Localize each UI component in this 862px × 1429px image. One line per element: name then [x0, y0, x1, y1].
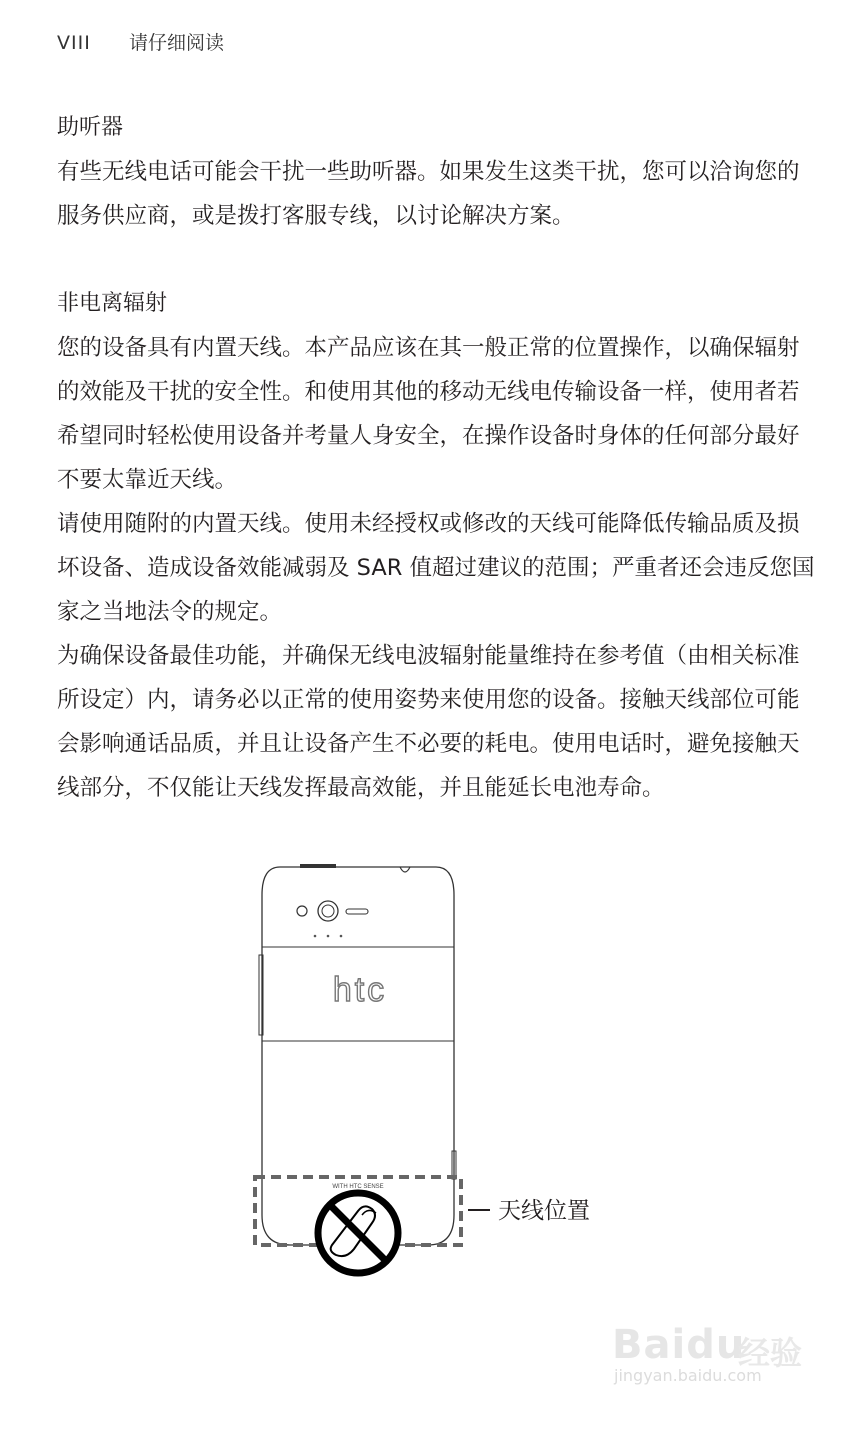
- paragraph: 您的设备具有内置天线。本产品应该在其一般正常的位置操作，以确保辐射的效能及干扰的安全性。和使用其他的移动无线电传输设备一样，使用者若希望同时轻松使用设备并考量人身安全，在操作设备时身体的任何部分最好不要太靠近天线。: [57, 335, 800, 493]
- chapter-title: 请仔细阅读: [129, 32, 225, 54]
- page-number: VIII: [57, 32, 91, 54]
- paragraph: 为确保设备最佳功能，并确保无线电波辐射能量维持在参考值（由相关标准所设定）内，请务必以正常的使用姿势来使用您的设备。接触天线部位可能会影响通话品质，并且让设备产生不必要的耗电。使用电话时，避免接触天线部分，不仅能让天线发挥最高效能，并且能延长电池寿命。: [57, 643, 800, 801]
- htc-logo: htc: [332, 971, 388, 1009]
- watermark-product: 经验: [738, 1334, 803, 1372]
- baidu-jingyan-watermark: [600, 1300, 815, 1385]
- page-header: [57, 28, 224, 55]
- section-heading-radiation: 非电离辐射: [57, 291, 168, 316]
- document-body: [57, 106, 817, 810]
- sense-text: WITH HTC SENSE: [332, 1184, 384, 1190]
- watermark-url: jingyan.baidu.com: [614, 1366, 762, 1385]
- watermark-brand: Baidu: [612, 1322, 746, 1368]
- antenna-position-label: 天线位置: [498, 1198, 590, 1224]
- paragraph: 有些无线电话可能会干扰一些助听器。如果发生这类干扰，您可以洽询您的服务供应商，或是拨打客服专线，以讨论解决方案。: [57, 159, 800, 229]
- paragraph: 请使用随附的内置天线。使用未经授权或修改的天线可能降低传输品质及损坏设备、造成设备效能减弱及 SAR 值超过建议的范围；严重者还会违反您国家之当地法令的规定。: [57, 511, 815, 625]
- section-heading-hearing-aid: 助听器: [57, 115, 124, 140]
